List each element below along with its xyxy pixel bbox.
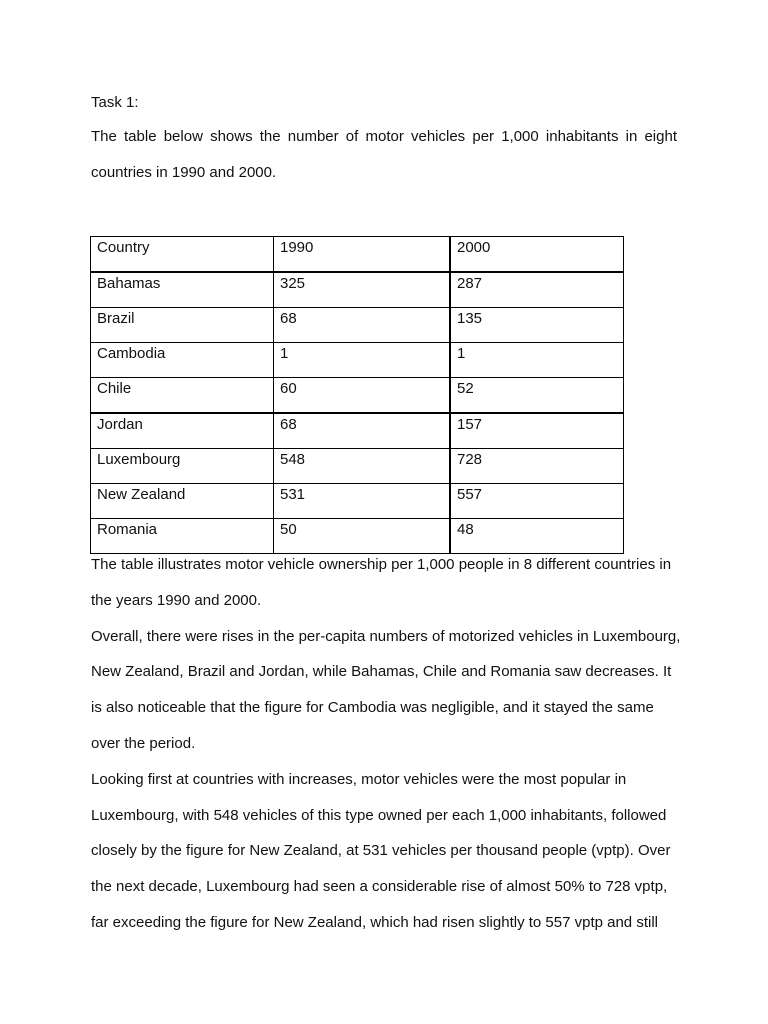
vehicles-table xyxy=(90,236,624,554)
value-2000-cell: 48 xyxy=(450,519,624,554)
value-1990-cell: 1 xyxy=(274,343,451,378)
country-cell: New Zealand xyxy=(91,484,274,519)
header-cell-2000: 2000 xyxy=(450,237,624,273)
table-row xyxy=(91,308,624,343)
table-row xyxy=(91,343,624,378)
value-1990-cell: 325 xyxy=(274,272,451,308)
value-2000-cell: 1 xyxy=(450,343,624,378)
task-heading: Task 1: xyxy=(91,94,139,111)
value-1990-cell: 68 xyxy=(274,413,451,449)
value-1990-cell: 68 xyxy=(274,308,451,343)
task-prompt: The table below shows the number of motor vehicles per 1,000 inhabitants in eight countries in 1990 and 2000. xyxy=(91,128,677,181)
country-cell: Brazil xyxy=(91,308,274,343)
value-2000-cell: 157 xyxy=(450,413,624,449)
value-2000-cell: 135 xyxy=(450,308,624,343)
table-row xyxy=(91,272,624,308)
country-cell: Bahamas xyxy=(91,272,274,308)
country-cell: Jordan xyxy=(91,413,274,449)
header-cell-country: Country xyxy=(91,237,274,273)
country-cell: Romania xyxy=(91,519,274,554)
table-row xyxy=(91,413,624,449)
table-header-row xyxy=(91,237,624,273)
table-row xyxy=(91,378,624,414)
table-row xyxy=(91,484,624,519)
essay-body xyxy=(91,547,681,941)
value-2000-cell: 728 xyxy=(450,449,624,484)
value-1990-cell: 60 xyxy=(274,378,451,414)
country-cell: Cambodia xyxy=(91,343,274,378)
value-1990-cell: 50 xyxy=(274,519,451,554)
essay-paragraph-details: Looking first at countries with increases, motor vehicles were the most popular in Luxembourg, with 548 vehicles of this type owned per each 1,000 inhabitants, followed closely by the figure for New Zealand, at 531 vehicles per thousand people (vptp). Over the next decade, Luxembourg had seen a considerable rise of almost 50% to 728 vptp, far exceeding the figure for New Zealand, which had risen slightly to 557 vptp and still xyxy=(91,770,671,931)
country-cell: Luxembourg xyxy=(91,449,274,484)
value-2000-cell: 52 xyxy=(450,378,624,414)
header-cell-1990: 1990 xyxy=(274,237,451,273)
essay-paragraph-introduction: The table illustrates motor vehicle ownership per 1,000 people in 8 different countries in the years 1990 and 2000. xyxy=(91,556,672,609)
value-2000-cell: 557 xyxy=(450,484,624,519)
value-1990-cell: 531 xyxy=(274,484,451,519)
value-1990-cell: 548 xyxy=(274,449,451,484)
country-cell: Chile xyxy=(91,378,274,414)
essay-paragraph-overview: Overall, there were rises in the per-capita numbers of motorized vehicles in Luxembourg, New Zealand, Brazil and Jordan, while Bahamas, Chile and Romania saw decreases. It is also noticeable that the figure for Cambodia was negligible, and it stayed the same over the period. xyxy=(91,627,681,752)
table-row xyxy=(91,449,624,484)
value-2000-cell: 287 xyxy=(450,272,624,308)
